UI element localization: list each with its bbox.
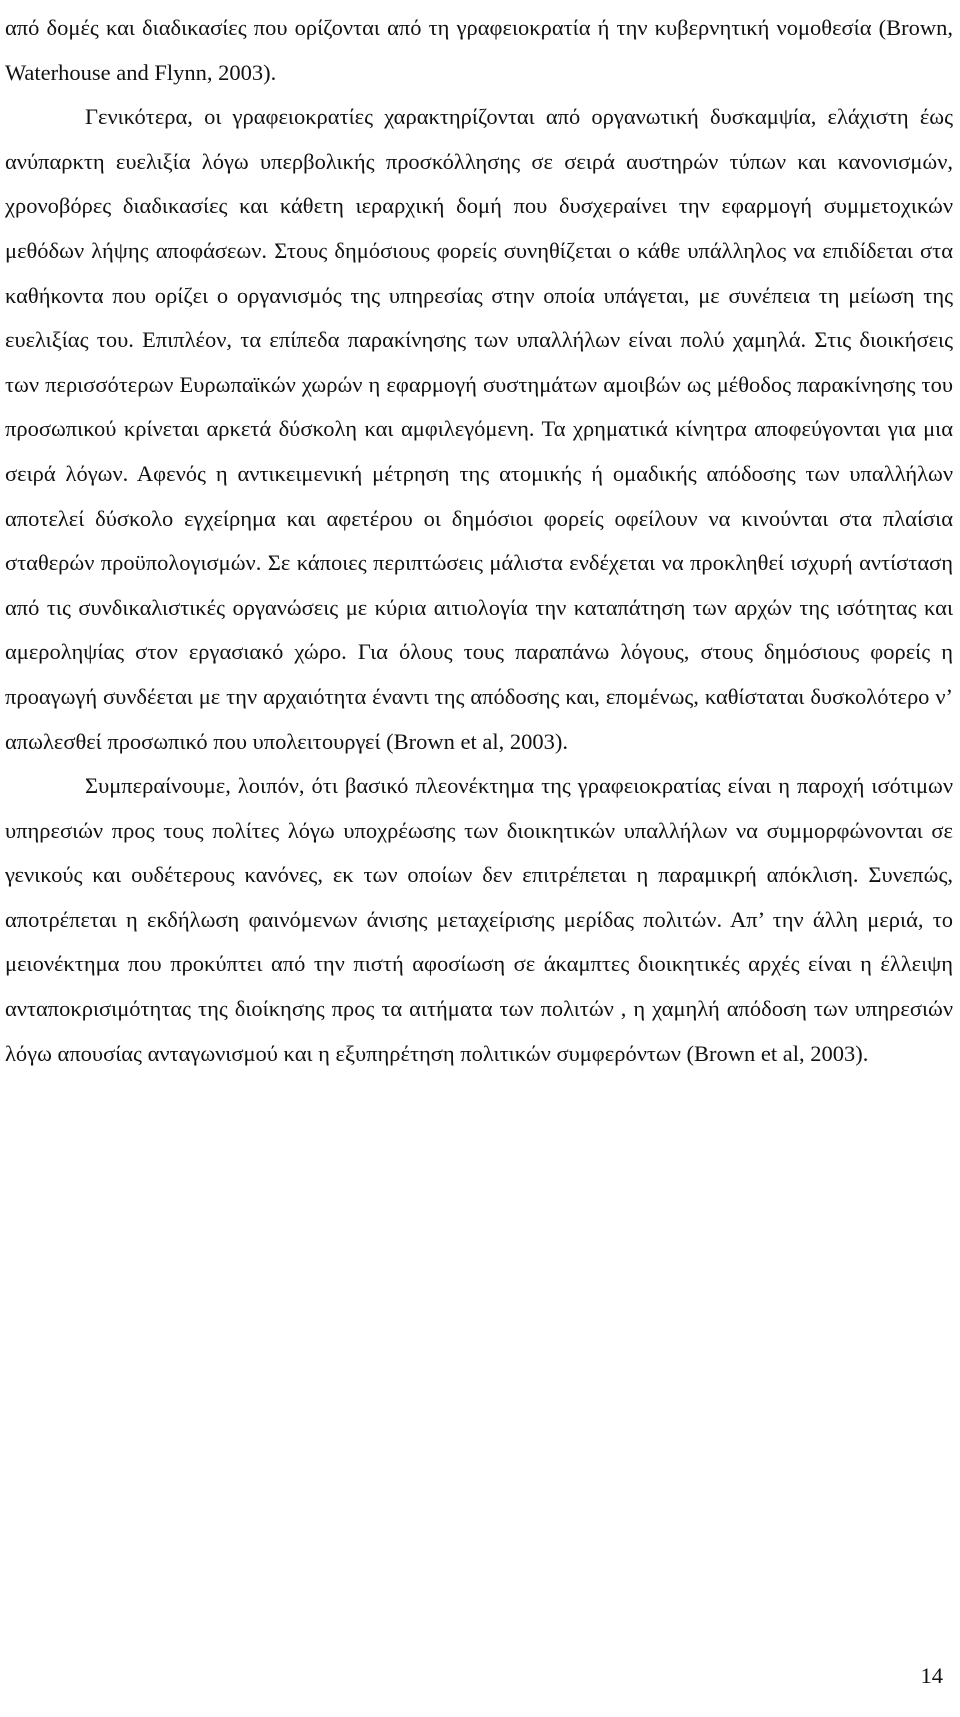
paragraph-3: Συμπεραίνουμε, λοιπόν, ότι βασικό πλεονέκτημα της γραφειοκρατίας είναι η παροχή ισότιμων υπηρεσιών προς τους πολίτες λόγω υποχρέωσης των διοικητικών υπαλλήλων να συμμορφώνονται σε γενικούς και ουδέτερους κανόνες, εκ των οποίων δεν επιτρέπεται η παραμικρή απόκλιση. Συνεπώς, αποτρέπεται η εκδήλωση φαινόμενων άνισης μεταχείρισης μερίδας πολιτών. Απ’ την άλλη μεριά, το μειονέκτημα που προκύπτει από την πιστή αφοσίωση σε άκαμπτες διοικητικές αρχές είναι η έλλειψη ανταποκρισιμότητας της διοίκησης προς τα αιτήματα των πολιτών , η χαμηλή απόδοση των υπηρεσιών λόγω απουσίας ανταγωνισμού και η εξυπηρέτηση πολιτικών συμφερόντων (Brown et al, 2003). [5,773,953,1066]
page-number: 14 [920,1663,943,1688]
paragraph-1: από δομές και διαδικασίες που ορίζονται από τη γραφειοκρατία ή την κυβερνητική νομοθεσία (Brown, Waterhouse and Flynn, 2003). [5,15,953,85]
paragraph-2: Γενικότερα, οι γραφειοκρατίες χαρακτηρίζονται από οργανωτική δυσκαμψία, ελάχιστη έως ανύπαρκτη ευελιξία λόγω υπερβολικής προσκόλλησης σε σειρά αυστηρών τύπων και κανονισμών, χρονοβόρες διαδικασίες και κάθετη ιεραρχική δομή που δυσχεραίνει την εφαρμογή συμμετοχικών μεθόδων λήψης αποφάσεων. Στους δημόσιους φορείς συνηθίζεται ο κάθε υπάλληλος να επιδίδεται στα καθήκοντα που ορίζει ο οργανισμός της υπηρεσίας στην οποία υπάγεται, με συνέπεια τη μείωση της ευελιξίας του. Επιπλέον, τα επίπεδα παρακίνησης των υπαλλήλων είναι πολύ χαμηλά. Στις διοικήσεις των περισσότερων Ευρωπαϊκών χωρών η εφαρμογή συστημάτων αμοιβών ως μέθοδος παρακίνησης του προσωπικού κρίνεται αρκετά δύσκολη και αμφιλεγόμενη. Τα χρηματικά κίνητρα αποφεύγονται για μια σειρά λόγων. Αφενός η αντικειμενική μέτρηση της ατομικής ή ομαδικής απόδοσης των υπαλλήλων αποτελεί δύσκολο εγχείρημα και αφετέρου οι δημόσιοι φορείς οφείλουν να κινούνται στα πλαίσια σταθερών προϋπολογισμών. Σε κάποιες περιπτώσεις μάλιστα ενδέχεται να προκληθεί ισχυρή αντίσταση από τις συνδικαλιστικές οργανώσεις με κύρια αιτιολογία την καταπάτηση των αρχών της ισότητας και αμεροληψίας στον εργασιακό χώρο. Για όλους τους παραπάνω λόγους, στους δημόσιους φορείς η προαγωγή συνδέεται με την αρχαιότητα έναντι της απόδοσης και, επομένως, καθίσταται δυσκολότερο ν’ απωλεσθεί προσωπικό που υπολειτουργεί (Brown et al, 2003). [5,104,953,754]
document-body [5,6,953,1076]
